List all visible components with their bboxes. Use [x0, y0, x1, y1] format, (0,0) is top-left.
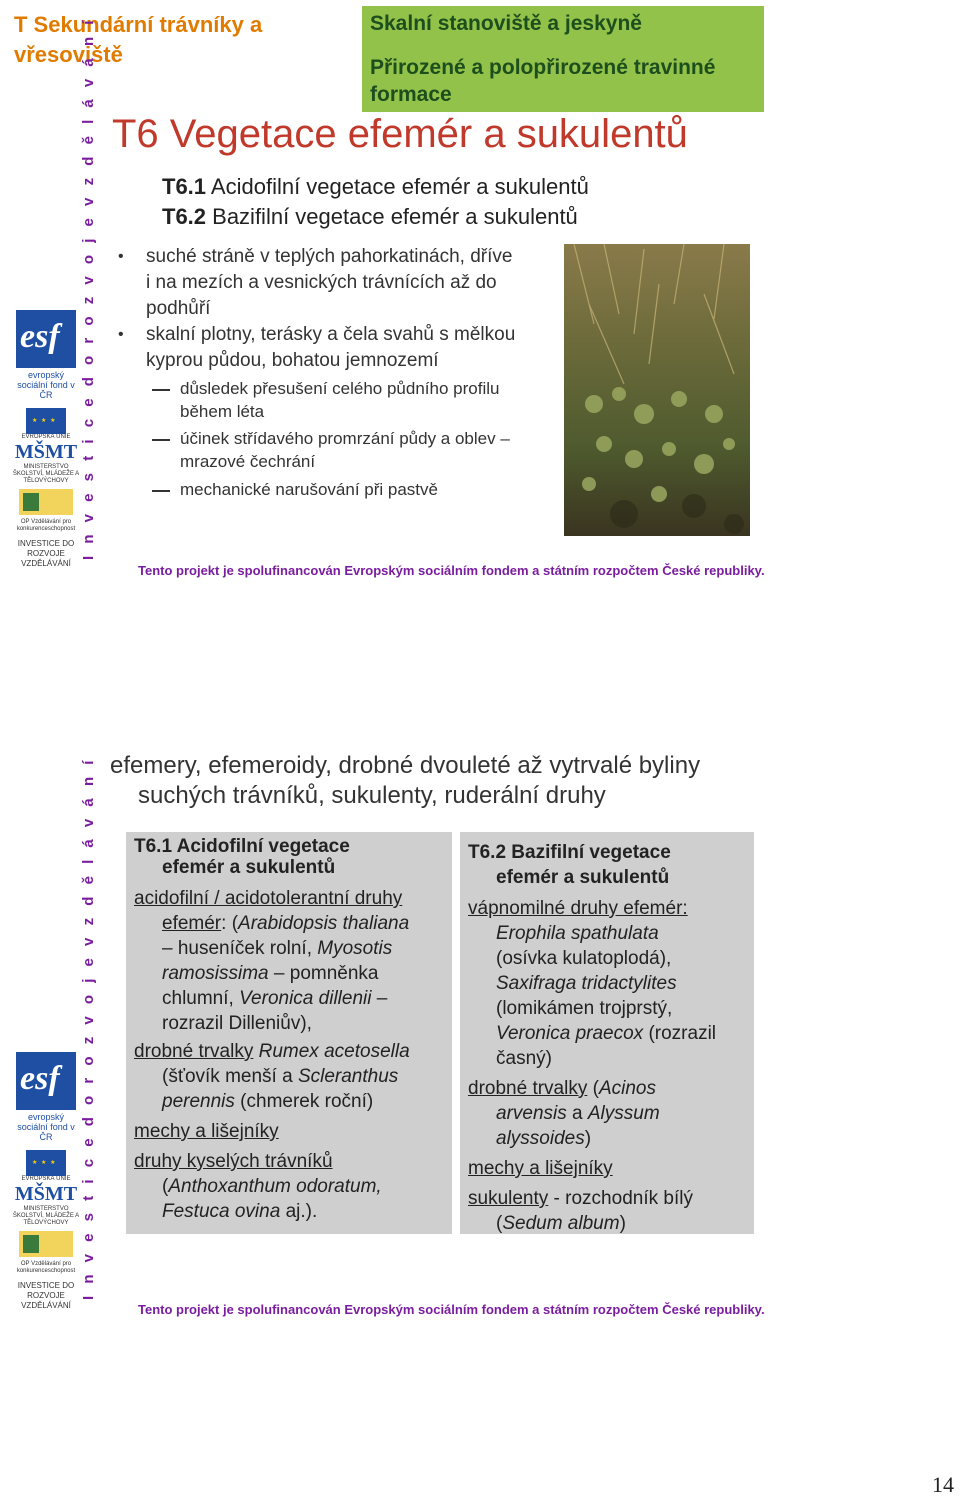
bullet-dot-2: •: [118, 326, 124, 343]
sidebar-logos-2: [8, 1052, 84, 1311]
dash-item-2-line-2: mrazové čechrání: [180, 452, 316, 471]
p2-i3: perennis: [162, 1091, 235, 1112]
bullet-1-line-3: podhůří: [146, 298, 211, 319]
bullet-1: [146, 244, 566, 322]
eu-flag-icon-2: [26, 1150, 66, 1176]
slide2-footer: Tento projekt je spolufinancován Evropským sociálním fondem a státním rozpočtem České republiky.: [138, 1302, 765, 1317]
sidebar-vertical-text-1: I n v e s t i c e d o r o z v o j e v z d ě l á v á n í: [80, 16, 97, 560]
basophilic-box-content: [468, 840, 754, 1236]
basophilic-p4: [468, 1186, 754, 1236]
basophilic-p4-line-2: [468, 1211, 754, 1236]
dash-item-3-line-1: mechanické narušování při pastvě: [180, 480, 438, 499]
bullet-dot-1: •: [118, 248, 124, 265]
dash-item-3: [180, 478, 560, 501]
subtitle-1-code: T6.1: [162, 174, 207, 199]
acidophilic-code: T6.1: [134, 836, 173, 857]
invest-label: INVESTICE DO ROZVOJE VZDĚLÁVÁNÍ: [17, 539, 75, 568]
rp2-t2: a: [566, 1103, 588, 1124]
p1-ephemer-link: efemér: [162, 913, 222, 934]
esf-logo-mark-2: [16, 1052, 76, 1110]
rp4-t3: ): [619, 1213, 626, 1234]
dash-marker-1: [152, 389, 170, 391]
rp4-i1: Sedum album: [502, 1213, 620, 1234]
basophilic-heading: [468, 840, 754, 890]
vegetation-photo-graphic: [564, 244, 750, 536]
rp1-i2: Saxifraga tridactylites: [496, 973, 677, 994]
p1-i3: ramosissima: [162, 963, 269, 984]
p1-i2: Myosotis: [317, 938, 393, 959]
bullet-1-line-2: i na mezích a vesnických trávnících až do: [146, 272, 497, 293]
basophilic-code: T6.2: [468, 842, 507, 863]
acidophilic-p1: [134, 886, 452, 1036]
page-number: 14: [932, 1472, 954, 1497]
rp4-t2: (: [496, 1213, 503, 1234]
bullet-2: [146, 322, 566, 374]
esf-logo-subtitle-2: evropský sociální fond v ČR: [17, 1112, 75, 1142]
basophilic-p1-line-4: [468, 971, 754, 996]
basophilic-p1-line-5: (lomikámen trojprstý,: [496, 998, 673, 1019]
basophilic-p1: [468, 896, 754, 1071]
p1-t2: – huseníček rolní,: [162, 938, 318, 959]
p4-t2: aj.).: [280, 1201, 318, 1222]
acidophilic-p2-line-3: [134, 1089, 452, 1114]
rp4-t1: - rozchodník bílý: [548, 1188, 693, 1209]
sidebar-logos-1: [8, 310, 84, 569]
p2-t2: (chmerek roční): [234, 1091, 374, 1112]
sidebar-vertical-text-2: I n v e s t i c e d o r o z v o j e v z d ě l á v á n í: [80, 756, 97, 1300]
acidophilic-box-content: [134, 836, 452, 1224]
basophilic-heading-line-2: efemér a sukulentů: [496, 867, 670, 888]
p1-t3: – pomněnka: [268, 963, 379, 984]
op-logo-icon: [19, 489, 73, 515]
rp2-i4: alyssoides: [496, 1128, 585, 1149]
rp2-i3: Alyssum: [587, 1103, 660, 1124]
basophilic-p2-line-2: [468, 1101, 754, 1126]
bullet-2-line-2: kyprou půdou, bohatou jemnozemí: [146, 350, 439, 371]
p4-t1: (: [162, 1176, 169, 1197]
acidophilic-p2-line-2: [134, 1064, 452, 1089]
acidophilic-p4-line-1: druhy kyselých trávníků: [134, 1151, 333, 1172]
vegetation-photo: [564, 244, 750, 536]
eu-label-2: EVROPSKÁ UNIE: [21, 1176, 71, 1182]
acidophilic-p4-line-3: [134, 1199, 452, 1224]
acidophilic-p2-line-1: [134, 1039, 452, 1064]
p2-u: drobné trvalky: [134, 1041, 254, 1062]
acidophilic-heading-line-1: [134, 836, 452, 857]
dash-item-1-line-1: důsledek přesušení celého půdního profilu: [180, 379, 500, 398]
esf-logo-text-2: esf: [20, 1060, 60, 1097]
subtitle-2-text: Bazifilní vegetace efemér a sukulentů: [206, 204, 578, 229]
rp1-i3: Veronica praecox: [496, 1023, 644, 1044]
acidophilic-p3: mechy a lišejníky: [134, 1121, 279, 1142]
acidophilic-p1-line-6: rozrazil Dilleniův),: [162, 1013, 312, 1034]
acidophilic-heading: [134, 836, 452, 878]
p1-t1: : (: [221, 913, 239, 934]
p2-t1: (šťovík menší a: [162, 1066, 298, 1087]
basophilic-p3: mechy a lišejníky: [468, 1158, 613, 1179]
msmt-logo-2: MŠMT: [14, 1183, 78, 1205]
basophilic-p1-line-3: (osívka kulatoplodá),: [496, 948, 672, 969]
rp2-i2: arvensis: [496, 1103, 567, 1124]
basophilic-p1-line-1: vápnomilné druhy efemér:: [468, 898, 688, 919]
acidophilic-p4-line-2: [134, 1174, 452, 1199]
msmt-label: MINISTERSTVO ŠKOLSTVÍ, MLÁDEŽE A TĚLOVÝCHOVY: [12, 464, 80, 484]
basophilic-p1-line-2: [468, 921, 754, 946]
rp1-i1: Erophila spathulata: [496, 923, 659, 944]
basophilic-p1-line-7: časný): [496, 1048, 552, 1069]
rp2-t3: ): [584, 1128, 592, 1149]
slide1-subtitle-1: [162, 174, 589, 200]
header-right-line2: Přirozené a polopřirozené travinné formace: [370, 56, 716, 106]
rp2-u: drobné trvalky: [468, 1078, 588, 1099]
slide2-intro-line-1: efemery, efemeroidy, drobné dvouleté až vytrvalé byliny: [110, 752, 701, 779]
esf-logo: [16, 310, 76, 400]
acidophilic-heading-line-2: efemér a sukulentů: [162, 857, 336, 878]
header-left-title: T Sekundární trávníky a vřesoviště: [14, 12, 263, 67]
dash-item-1: [180, 377, 560, 423]
msmt-label-2: MINISTERSTVO ŠKOLSTVÍ, MLÁDEŽE A TĚLOVÝCHOVY: [12, 1206, 80, 1226]
acidophilic-p1-line-4: [134, 961, 452, 986]
basophilic-p2-line-1: [468, 1076, 754, 1101]
slide2-intro-line-2: suchých trávníků, sukulenty, ruderální druhy: [138, 782, 606, 809]
p1-t5: –: [371, 988, 388, 1009]
slide1-title: T6 Vegetace efemér a sukulentů: [112, 112, 688, 156]
p4-i1: Anthoxanthum odoratum,: [168, 1176, 382, 1197]
basophilic-p1-line-6: [468, 1021, 754, 1046]
rp2-i1: Acinos: [598, 1078, 656, 1099]
basophilic-p2: [468, 1076, 754, 1151]
basophilic-title: Bazifilní vegetace: [506, 842, 671, 863]
bullet-1-line-1: suché stráně v teplých pahorkatinách, dříve: [146, 246, 513, 267]
acidophilic-p4: [134, 1149, 452, 1224]
dash-item-2-line-1: účinek střídavého promrzání půdy a oblev –: [180, 429, 510, 448]
dash-item-2: [180, 427, 560, 473]
esf-logo-subtitle: evropský sociální fond v ČR: [17, 370, 75, 400]
rp2-t1: (: [587, 1078, 599, 1099]
esf-logo-mark: [16, 310, 76, 368]
p1-i1: Arabidopsis thaliana: [238, 913, 410, 934]
invest-label-2: INVESTICE DO ROZVOJE VZDĚLÁVÁNÍ: [17, 1281, 75, 1310]
op-label-2: OP Vzdělávání pro konkurenceschopnost: [16, 1261, 76, 1274]
rp4-u: sukulenty: [468, 1188, 549, 1209]
subtitle-1-text: Acidofilní vegetace efemér a sukulentů: [206, 174, 589, 199]
p2-i2: Scleranthus: [297, 1066, 399, 1087]
header-right-line1: Skalní stanoviště a jeskyně: [370, 12, 642, 35]
esf-logo-text: esf: [20, 318, 60, 355]
dash-item-1-line-2: během léta: [180, 402, 265, 421]
esf-logo-2: [16, 1052, 76, 1142]
dash-marker-2: [152, 439, 170, 441]
subtitle-2-code: T6.2: [162, 204, 207, 229]
basophilic-heading-line-1: [468, 840, 754, 865]
acidophilic-p1-line-3: [134, 936, 452, 961]
acidophilic-p1-line-1: acidofilní / acidotolerantní druhy: [134, 888, 403, 909]
acidophilic-p1-line-5: [134, 986, 452, 1011]
dash-marker-3: [152, 490, 170, 492]
acidophilic-p2: [134, 1039, 452, 1114]
msmt-logo: MŠMT: [14, 441, 78, 463]
p2-i1: Rumex acetosella: [253, 1041, 410, 1062]
eu-flag-icon: [26, 408, 66, 434]
acidophilic-p1-line-2: [134, 911, 452, 936]
basophilic-p2-line-3: [468, 1126, 754, 1151]
acidophilic-title: Acidofilní vegetace: [172, 836, 350, 857]
op-label: OP Vzdělávání pro konkurenceschopnost: [16, 519, 76, 532]
bullet-2-line-1: skalní plotny, terásky a čela svahů s mělkou: [146, 324, 516, 345]
p1-t4: chlumní,: [162, 988, 240, 1009]
p1-i4: Veronica dillenii: [239, 988, 372, 1009]
slide1-subtitle-2: [162, 204, 578, 230]
slide1-footer: Tento projekt je spolufinancován Evropským sociálním fondem a státním rozpočtem České republiky.: [138, 563, 765, 578]
p4-i2: Festuca ovina: [162, 1201, 281, 1222]
rp1-t3: (rozrazil: [643, 1023, 717, 1044]
basophilic-p4-line-1: [468, 1186, 754, 1211]
op-logo-icon-2: [19, 1231, 73, 1257]
eu-label: EVROPSKÁ UNIE: [21, 434, 71, 440]
